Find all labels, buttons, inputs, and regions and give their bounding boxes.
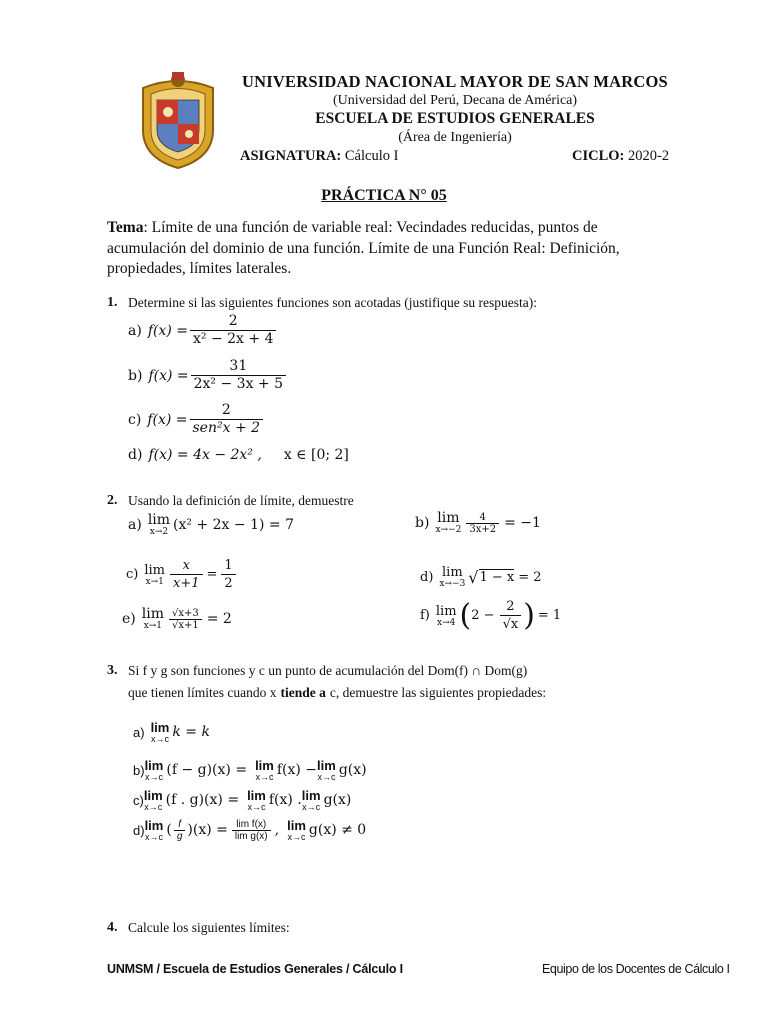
lim-word: lim xyxy=(287,818,306,833)
item-label: d) xyxy=(420,569,434,585)
topic-paragraph xyxy=(107,218,667,280)
question-number: 4. xyxy=(107,920,118,935)
q3-item-b xyxy=(133,758,367,782)
question-1 xyxy=(107,295,537,311)
item-label: a) xyxy=(133,724,145,740)
fraction-numerator: x xyxy=(182,558,190,573)
lim-subscript: x→c xyxy=(317,772,336,782)
university-name: UNIVERSIDAD NACIONAL MAYOR DE SAN MARCOS xyxy=(242,72,668,91)
practice-title-text: PRÁCTICA N° 05 xyxy=(321,187,447,204)
question-3 xyxy=(107,663,527,679)
cycle-line xyxy=(572,148,669,165)
question-number: 1. xyxy=(107,295,118,310)
item-label: b) xyxy=(415,515,430,531)
fraction-numerator: 2 xyxy=(221,402,231,418)
question-4 xyxy=(107,920,290,936)
school-name: ESCUELA DE ESTUDIOS GENERALES xyxy=(315,110,595,127)
lim-word: lim xyxy=(144,758,164,773)
item-label: f) xyxy=(420,608,430,623)
item-label: c) xyxy=(128,411,142,428)
item-label: c) xyxy=(126,567,139,582)
lim-subscript: x→c xyxy=(144,832,163,842)
lim-subscript: x→4 xyxy=(437,617,456,628)
item-prefix: 2 − xyxy=(471,608,495,623)
fraction-denominator: 2 xyxy=(221,574,235,592)
lim-word: lim xyxy=(143,788,163,803)
q1-item-b xyxy=(128,358,288,393)
lim-word: lim xyxy=(144,818,164,833)
q1-item-d xyxy=(128,447,349,463)
cycle-value: 2020-2 xyxy=(628,148,670,164)
fraction-denominator: lim g(x) xyxy=(232,830,271,842)
item-equals: = xyxy=(206,567,218,582)
footer-left: UNMSM / Escuela de Estudios Generales / Cálculo I xyxy=(107,962,403,976)
q2-item-b xyxy=(415,511,541,535)
university-seal-logo xyxy=(135,70,221,170)
q3-item-d: d) lim x→c ( $\frac{f}{g}$ ) (x) = $\frac{\text{lim f(x)}}{\text{lim g(x)}}$ , lim x→c g(x) ≠ 0 xyxy=(133,818,367,842)
lim-subscript: x→c xyxy=(144,772,163,782)
area-name: (Área de Ingeniería) xyxy=(398,130,512,145)
lim-subscript: x→−2 xyxy=(435,525,462,535)
q3-item-c xyxy=(133,788,351,812)
left-paren: ( xyxy=(459,597,472,633)
lim-subscript: x→c xyxy=(247,802,266,812)
fraction-denominator: x+1 xyxy=(170,574,203,592)
lim-word: lim xyxy=(442,565,463,580)
subject-label: ASIGNATURA: xyxy=(240,148,342,164)
q2-item-c xyxy=(126,557,238,592)
q2-item-d xyxy=(420,565,542,589)
radicand: 1 − x xyxy=(479,570,515,585)
fraction-numerator: lim f(x) xyxy=(236,818,267,830)
lim-word: lim xyxy=(317,758,336,773)
item-expression: (f . g)(x) = xyxy=(165,792,240,808)
item-rhs: = −1 xyxy=(504,515,541,531)
fraction-denominator: 3x+2 xyxy=(466,523,499,535)
item-expression: k = k xyxy=(172,724,210,740)
q2-item-e xyxy=(122,607,232,631)
lim-subscript: x→c xyxy=(150,734,169,744)
item-lhs: f(x) = xyxy=(147,322,188,339)
question-text: Determine si las siguientes funciones son acotadas (justifique su respuesta): xyxy=(128,295,538,310)
q1-item-c xyxy=(128,402,265,437)
lim-subscript: x→−3 xyxy=(439,579,466,589)
practice-title xyxy=(0,187,768,205)
question-line-2b: tiende a xyxy=(280,685,326,700)
question-3-line-2 xyxy=(128,685,546,701)
question-number: 2. xyxy=(107,493,118,508)
item-expression: (x² + 2x − 1) = 7 xyxy=(173,517,294,533)
item-rhs: = 2 xyxy=(518,569,542,585)
item-domain: x ∈ [0; 2] xyxy=(283,447,349,463)
university-subtitle: (Universidad del Perú, Decana de América) xyxy=(332,93,578,108)
fraction-numerator: 1 xyxy=(224,558,233,573)
question-line-2a: que tienen límites cuando x xyxy=(128,685,277,700)
lim-word: lim xyxy=(141,606,164,622)
q2-item-f xyxy=(420,598,561,633)
sqrt-sign: √ xyxy=(468,567,479,587)
item-label: e) xyxy=(122,611,136,627)
fraction-numerator: 4 xyxy=(479,511,486,523)
separator-comma: , xyxy=(274,822,280,838)
fraction-numerator: 2 xyxy=(506,599,515,614)
lim-word: lim xyxy=(301,788,321,803)
lim-subscript: x→c xyxy=(302,802,321,812)
lim-word: lim xyxy=(147,512,171,528)
item-rhs: = 1 xyxy=(537,608,562,623)
item-condition: g(x) ≠ 0 xyxy=(308,822,367,838)
footer-right: Equipo de los Docentes de Cálculo I xyxy=(542,962,730,976)
question-line-1: Si f y g son funciones y c un punto de acumulación del Dom(f) ∩ Dom(g) xyxy=(128,663,528,678)
lim-word: lim xyxy=(437,510,460,526)
fraction-numerator: f xyxy=(178,818,181,830)
item-lhs: f(x) = xyxy=(147,411,188,428)
lim-subscript: x→1 xyxy=(145,576,164,587)
fraction-numerator: 2 xyxy=(228,313,238,329)
q3-item-a xyxy=(133,720,210,744)
fraction-denominator: 2x² − 3x + 5 xyxy=(191,375,286,393)
q1-item-a xyxy=(128,313,278,348)
lim-subscript: x→1 xyxy=(143,621,163,631)
lim-word: lim xyxy=(150,720,170,735)
question-text: Usando la definición de límite, demuestre xyxy=(128,493,354,508)
lim-subscript: x→2 xyxy=(149,527,169,537)
question-2 xyxy=(107,493,354,509)
cycle-label: CICLO: xyxy=(572,148,625,164)
item-label: c) xyxy=(133,792,144,808)
item-expression: (x) = xyxy=(192,822,228,838)
lim-word: lim xyxy=(435,603,457,619)
item-label: b) xyxy=(133,762,145,778)
fraction-denominator: x² − 2x + 4 xyxy=(190,330,276,348)
item-rhs-2: g(x) xyxy=(338,762,367,778)
q2-item-a xyxy=(128,513,294,537)
subject-value: Cálculo I xyxy=(344,148,399,164)
question-text: Calcule los siguientes límites: xyxy=(128,920,290,935)
lim-word: lim xyxy=(255,758,274,773)
item-label: d) xyxy=(128,447,143,463)
item-label: b) xyxy=(128,367,143,384)
item-rhs: = 2 xyxy=(206,611,232,627)
item-expression: f(x) = 4x − 2x² , xyxy=(148,447,262,463)
topic-label: Tema xyxy=(107,219,144,236)
item-expression: (f − g)(x) = xyxy=(166,762,248,778)
lim-subscript: x→c xyxy=(144,802,163,812)
fraction-denominator: sen²x + 2 xyxy=(190,419,264,437)
item-label: a) xyxy=(128,517,142,533)
fraction-numerator: √x+3 xyxy=(171,607,199,619)
item-rhs-2: g(x) xyxy=(323,792,352,808)
lim-subscript: x→c xyxy=(287,832,306,842)
item-label: d) xyxy=(133,822,145,838)
topic-text: : Límite de una función de variable real: Vecindades reducidas, puntos de acumulación del dominio de una función. Límite de una Función Real: Definición, propiedades, límites laterales. xyxy=(107,219,620,277)
lim-subscript: x→c xyxy=(255,772,274,782)
fraction-denominator: √x xyxy=(500,615,522,633)
question-number: 3. xyxy=(107,663,118,678)
right-paren: ) xyxy=(523,597,535,633)
item-rhs-1: f(x) . xyxy=(268,792,302,808)
question-line-2c: c, demuestre las siguientes propiedades: xyxy=(329,685,547,700)
fraction-denominator: g xyxy=(174,830,186,842)
lim-word: lim xyxy=(247,788,266,803)
fraction-numerator: 31 xyxy=(229,358,248,374)
subject-line xyxy=(240,148,398,165)
item-label: a) xyxy=(128,322,142,339)
fraction-denominator: √x+1 xyxy=(169,619,202,631)
item-lhs: f(x) = xyxy=(148,367,189,384)
item-rhs-1: f(x) − xyxy=(276,762,318,778)
lim-word: lim xyxy=(144,562,166,578)
